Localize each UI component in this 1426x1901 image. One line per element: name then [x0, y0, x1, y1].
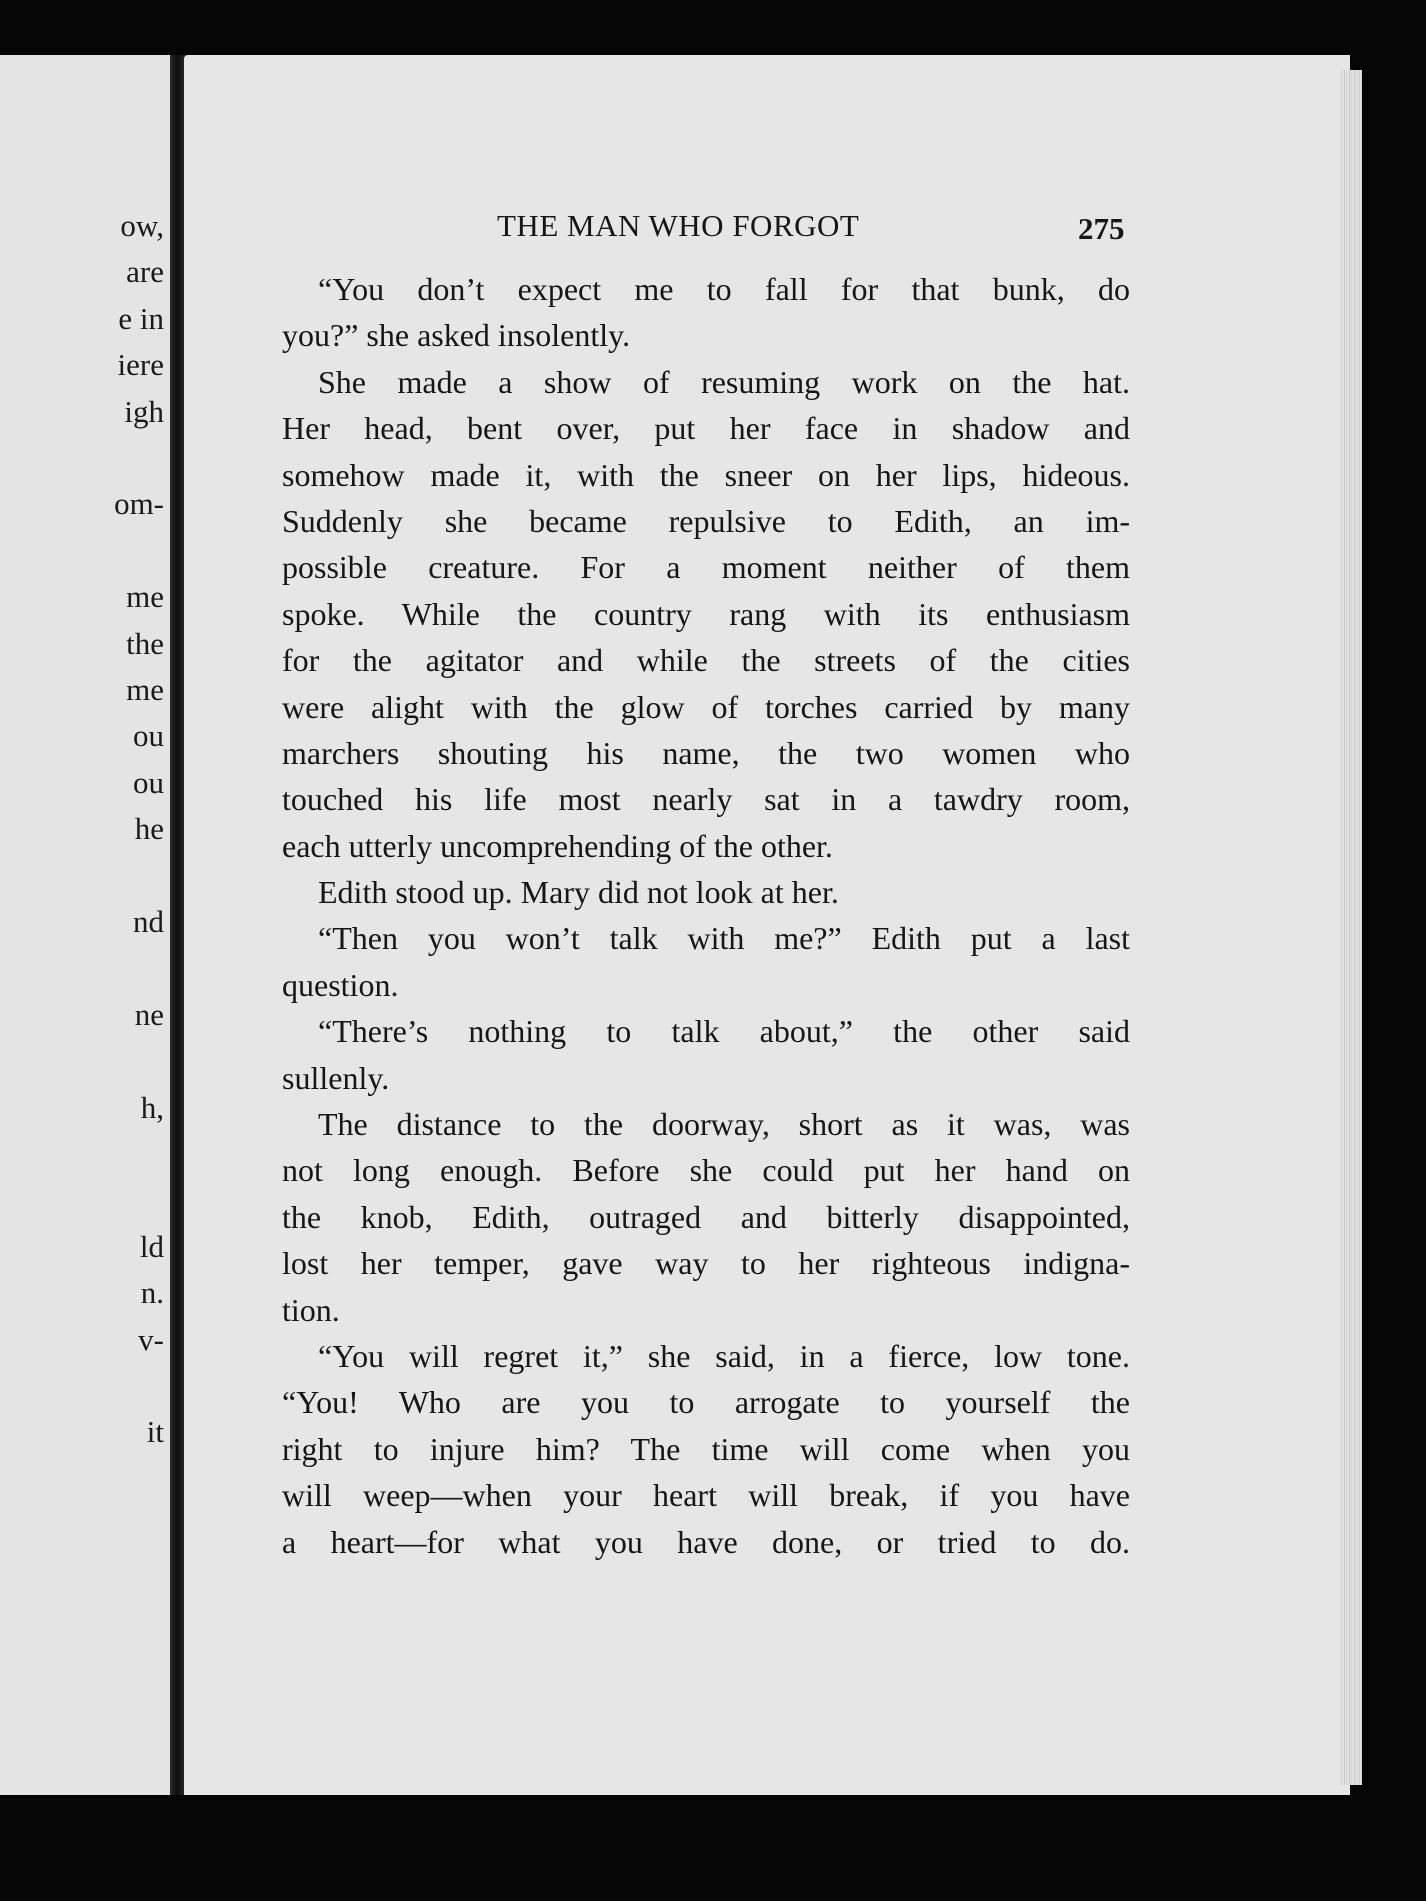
text-line: touched his life most nearly sat in a tawdry room,	[282, 781, 1130, 818]
text-line: sullenly.	[282, 1059, 390, 1096]
text-line: marchers shouting his name, the two women who	[282, 734, 1130, 771]
text-line: spoke. While the country rang with its enthusiasm	[282, 595, 1130, 632]
text-line: “There’s nothing to talk about,” the other said	[318, 1013, 1130, 1050]
previous-page-fragment: igh	[124, 393, 164, 429]
previous-page-fragment: iere	[117, 347, 164, 383]
previous-page-fragment: v-	[138, 1321, 164, 1357]
text-line: The distance to the doorway, short as it was, was	[318, 1106, 1130, 1143]
previous-page-fragment: me	[126, 672, 164, 707]
previous-page-fragment: n.	[140, 1275, 164, 1311]
previous-page-fragment: the	[126, 625, 164, 661]
text-line: “Then you won’t talk with me?” Edith put a last	[318, 920, 1130, 957]
text-line: “You will regret it,” she said, in a fierce, low tone.	[318, 1337, 1130, 1374]
text-line: each utterly uncomprehending of the other.	[282, 827, 833, 864]
text-line: you?” she asked insolently.	[282, 317, 631, 354]
previous-page-fragment: h,	[140, 1089, 164, 1125]
previous-page-fragment: it	[146, 1414, 164, 1450]
text-line: question.	[282, 966, 399, 1003]
scan-background	[1362, 60, 1426, 1901]
text-line: were alight with the glow of torches carried by many	[282, 688, 1130, 725]
text-line: a heart—for what you have done, or tried to do.	[282, 1523, 1130, 1560]
running-head: THE MAN WHO FORGOT	[497, 208, 860, 243]
previous-page-fragment: ou	[133, 718, 164, 754]
previous-page-sliver	[0, 55, 173, 1795]
text-line: right to injure him? The time will come when you	[282, 1430, 1130, 1467]
text-line: tion.	[282, 1291, 340, 1328]
text-line: somehow made it, with the sneer on her lips, hideous.	[282, 456, 1130, 493]
body-text	[282, 266, 1130, 1565]
previous-page-fragment: he	[134, 811, 164, 847]
previous-page-fragment: om-	[114, 486, 164, 522]
previous-page-fragment: are	[126, 254, 164, 290]
previous-page-fragment: ow,	[120, 208, 164, 243]
previous-page-fragment: me	[126, 579, 164, 615]
text-line: for the agitator and while the streets of the cities	[282, 642, 1130, 679]
page-edges	[1340, 70, 1362, 1785]
text-line: the knob, Edith, outraged and bitterly disappointed,	[282, 1198, 1130, 1235]
text-line: She made a show of resuming work on the hat.	[318, 363, 1130, 400]
text-line: “You don’t expect me to fall for that bunk, do	[318, 271, 1130, 307]
text-line: will weep—when your heart will break, if you have	[282, 1477, 1130, 1514]
previous-page-fragment: ne	[134, 996, 164, 1032]
previous-page-fragment: nd	[133, 904, 164, 939]
previous-page-fragment: ou	[133, 764, 164, 800]
text-line: Edith stood up. Mary did not look at her.	[318, 874, 839, 911]
text-line: possible creature. For a moment neither of them	[282, 549, 1130, 586]
text-line: “You! Who are you to arrogate to yourself the	[282, 1384, 1130, 1421]
previous-page-fragment: e in	[118, 300, 164, 336]
text-line: Her head, bent over, put her face in shadow and	[282, 410, 1130, 447]
text-line: not long enough. Before she could put her hand on	[282, 1152, 1130, 1189]
text-line: lost her temper, gave way to her righteous indigna-	[282, 1245, 1130, 1282]
page-number: 275	[1078, 211, 1125, 246]
text-line: Suddenly she became repulsive to Edith, an im-	[282, 502, 1130, 539]
previous-page-fragment: ld	[139, 1228, 164, 1264]
